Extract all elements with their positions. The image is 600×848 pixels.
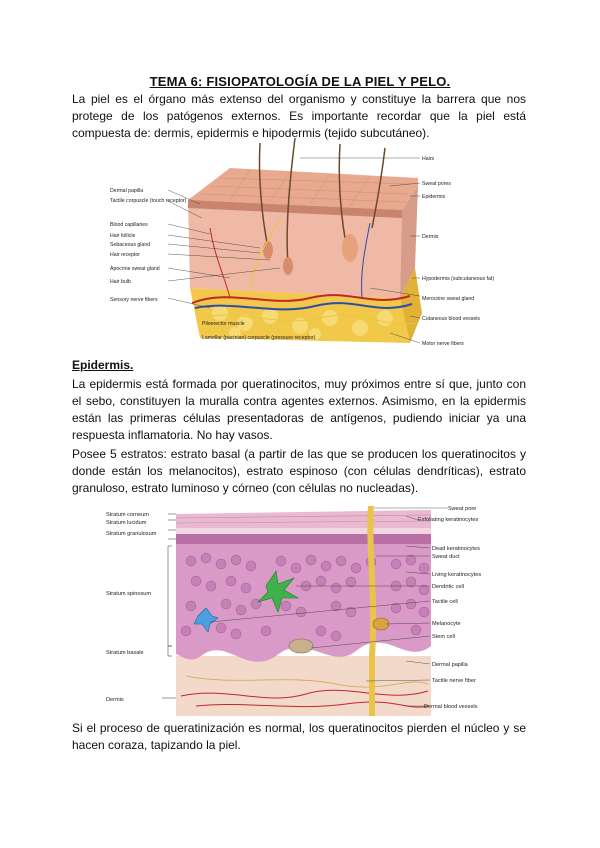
fig1-label-blood-capillaries: Blood capillaries <box>110 222 148 228</box>
fig1-label-piloerector-muscle: Piloerector muscle <box>202 321 245 327</box>
fig1-label-lamellar-corpuscle: Lamellar (pacinian) corpuscle (pressure receptor) <box>202 335 316 341</box>
fig1-label-sensory-nerve-fibers: Sensory nerve fibers <box>110 297 158 303</box>
epidermis-heading: Epidermis. <box>72 358 134 372</box>
fig2-label-stratum-granulosum: Stratum granulosum <box>106 531 157 537</box>
epidermis-paragraph-2: Posee 5 estratos: estrato basal (a partir de las que se producen los queratinocitos y donde están los melanocitos), estrato espinoso (con células dendríticas), estrato granuloso, estrato luminoso y córneo (con células no nucleadas). <box>72 447 526 495</box>
fig1-label-cutaneous-blood-vessels: Cutaneous blood vessels <box>422 316 480 322</box>
fig2-label-sweat-pore: Sweat pore <box>448 506 477 512</box>
skin-structure-figure <box>110 138 510 358</box>
epidermis-layers-figure <box>106 506 486 718</box>
fig2-label-stratum-spinosum: Stratum spinosum <box>106 591 152 597</box>
fig1-label-apocrine-sweat-gland: Apocrine sweat gland <box>110 266 160 272</box>
fig2-label-living-keratinocytes: Living keratinocytes <box>432 572 482 578</box>
fig2-label-stratum-corneum: Stratum corneum <box>106 512 149 518</box>
fig1-label-dermis: Dermis <box>422 234 439 240</box>
fig1-label-sweat-pores: Sweat pores <box>422 181 451 187</box>
fig1-label-epidermis: Epidermis <box>422 194 446 200</box>
fig1-label-merocrine-sweat-gland: Merocrine sweat gland <box>422 296 475 302</box>
document-title: TEMA 6: FISIOPATOLOGÍA DE LA PIEL Y PELO. <box>149 74 451 89</box>
fig1-label-sebaceous-gland: Sebaceous gland <box>110 242 151 248</box>
fig2-label-dendritic-cell: Dendritic cell <box>432 584 465 590</box>
fig1-label-hypodermis: Hypodermis (subcutaneous fat) <box>422 276 495 282</box>
fig2-label-exfoliating-keratinocytes: Exfoliating keratinocytes <box>418 517 479 523</box>
fig2-label-dermis: Dermis <box>106 697 124 703</box>
fig1-label-motor-nerve-fibers: Motor nerve fibers <box>422 341 464 347</box>
fig2-label-tactile-cell: Tactile cell <box>432 599 458 605</box>
closing-paragraph: Si el proceso de queratinización es normal, los queratinocitos pierden el núcleo y se hacen coraza, tapizando la piel. <box>72 721 526 752</box>
fig1-label-hair-follicle: Hair follicle <box>110 233 136 239</box>
fig2-label-stratum-lucidum: Stratum lucidum <box>106 520 147 526</box>
fig2-label-dermal-blood-vessels: Dermal blood vessels <box>424 704 478 710</box>
fig2-label-melanocyte: Melanocyte <box>432 621 461 627</box>
fig2-label-stem-cell: Stem cell <box>432 634 456 640</box>
fig2-label-tactile-nerve-fiber: Tactile nerve fiber <box>432 678 476 684</box>
fig2-label-dead-keratinocytes: Dead keratinocytes <box>432 546 480 552</box>
fig1-label-dermal-papilla: Dermal papilla <box>110 188 144 194</box>
fig1-label-hair-bulb: Hair bulb <box>110 279 131 285</box>
fig2-label-stratum-basale: Stratum basale <box>106 650 144 656</box>
fig2-label-sweat-duct: Sweat duct <box>432 554 460 560</box>
fig1-label-hairs: Hairs <box>422 156 435 162</box>
fig2-label-dermal-papilla: Dermal papilla <box>432 662 468 668</box>
intro-paragraph: La piel es el órgano más extenso del organismo y constituye la barrera que nos protege de los patógenos externos. Es importante recordar que la piel está compuesta de: dermis, epidermis e hipodermis (tejido subcutáneo). <box>72 92 526 140</box>
fig1-label-hair-receptor: Hair receptor <box>110 252 140 258</box>
fig1-label-tactile-corpuscle: Tactile corpuscle (touch receptor) <box>110 198 187 204</box>
epidermis-paragraph-1: La epidermis está formada por queratinocitos, muy próximos entre sí que, junto con el sebo, constituyen la muralla contra agentes externos. Asimismo, en la epidermis están las primeras células presentadoras de antígenos, pudiendo iniciar ya una respuesta inflamatoria. No hay vasos. <box>72 377 526 442</box>
